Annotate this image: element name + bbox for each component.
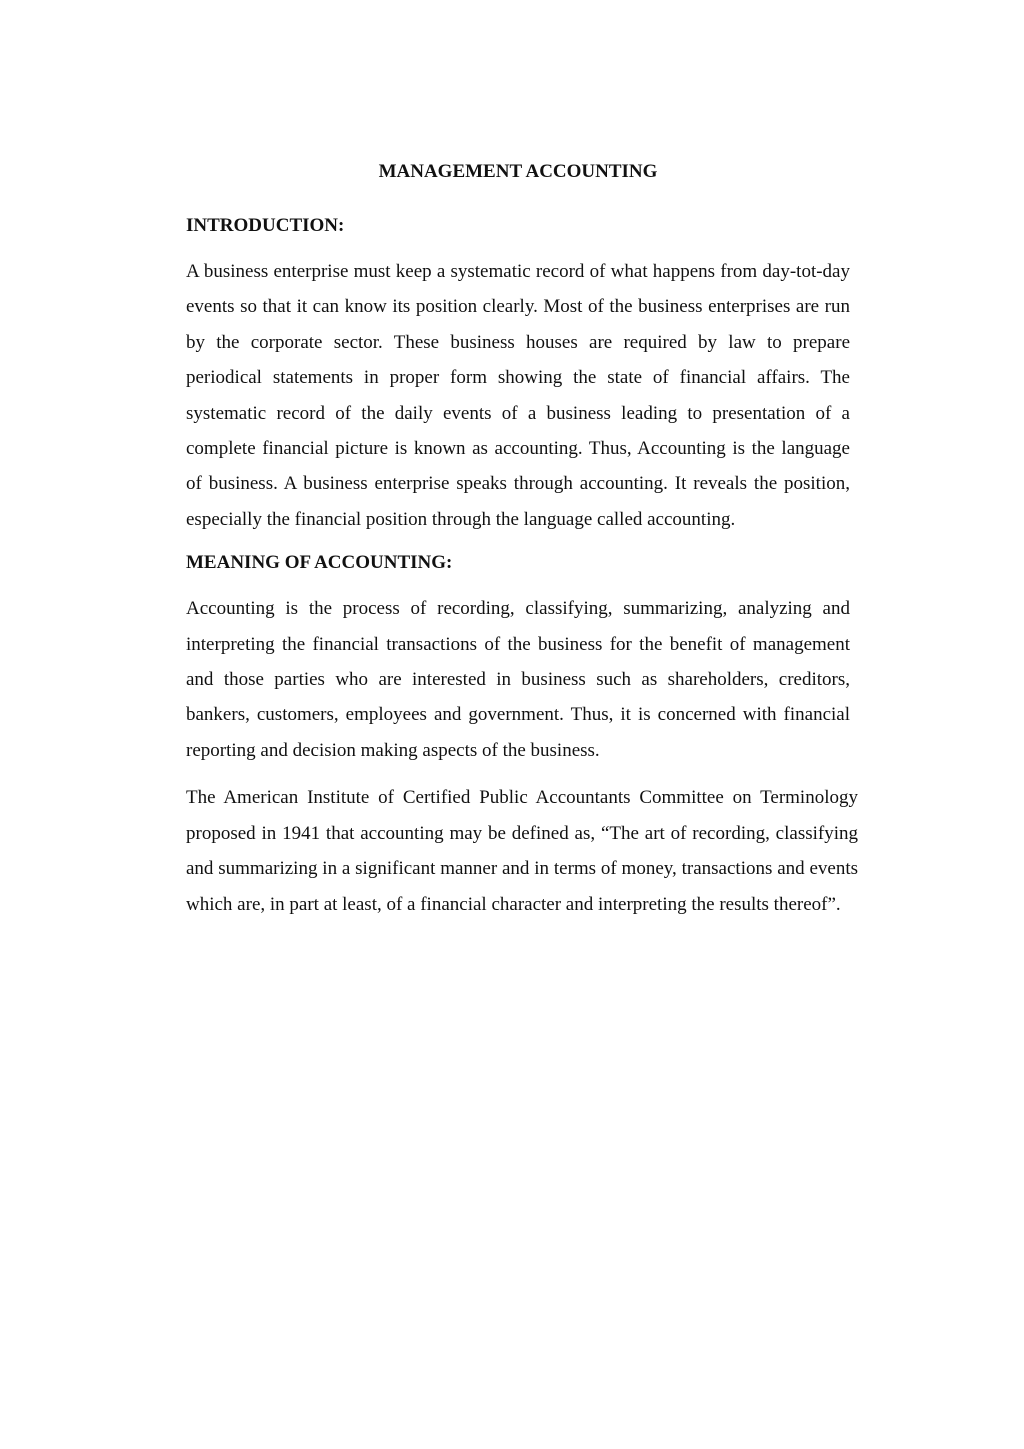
document-title: MANAGEMENT ACCOUNTING	[378, 161, 658, 182]
introduction-paragraph: A business enterprise must keep a systematic record of what happens from day-tot-day events so that it can know its position clearly. Most of the business enterprises are run by the corporate sector. These business houses are required by law to prepare periodical statements in proper form showing the state of financial affairs. The systematic record of the daily events of a business leading to presentation of a complete financial picture is known as accounting. Thus, Accounting is the language of business. A business enterprise speaks through accounting. It reveals the position, especially the financial position through the language called accounting.	[186, 261, 850, 530]
meaning-paragraph-2: The American Institute of Certified Public Accountants Committee on Terminology proposed in 1941 that accounting may be defined as, “The art of recording, classifying and summarizing in a significant manner and in terms of money, transactions and events which are, in part at least, of a financial character and interpreting the results thereof”.	[186, 787, 858, 915]
document-body	[186, 158, 858, 934]
section-heading-meaning: MEANING OF ACCOUNTING:	[186, 552, 453, 574]
section-heading-introduction: INTRODUCTION:	[186, 215, 345, 236]
meaning-paragraph-1: Accounting is the process of recording, classifying, summarizing, analyzing and interpreting the financial transactions of the business for the benefit of management and those parties who are interested in business such as shareholders, creditors, bankers, customers, employees and government. Thus, it is concerned with financial reporting and decision making aspects of the business.	[186, 598, 850, 761]
